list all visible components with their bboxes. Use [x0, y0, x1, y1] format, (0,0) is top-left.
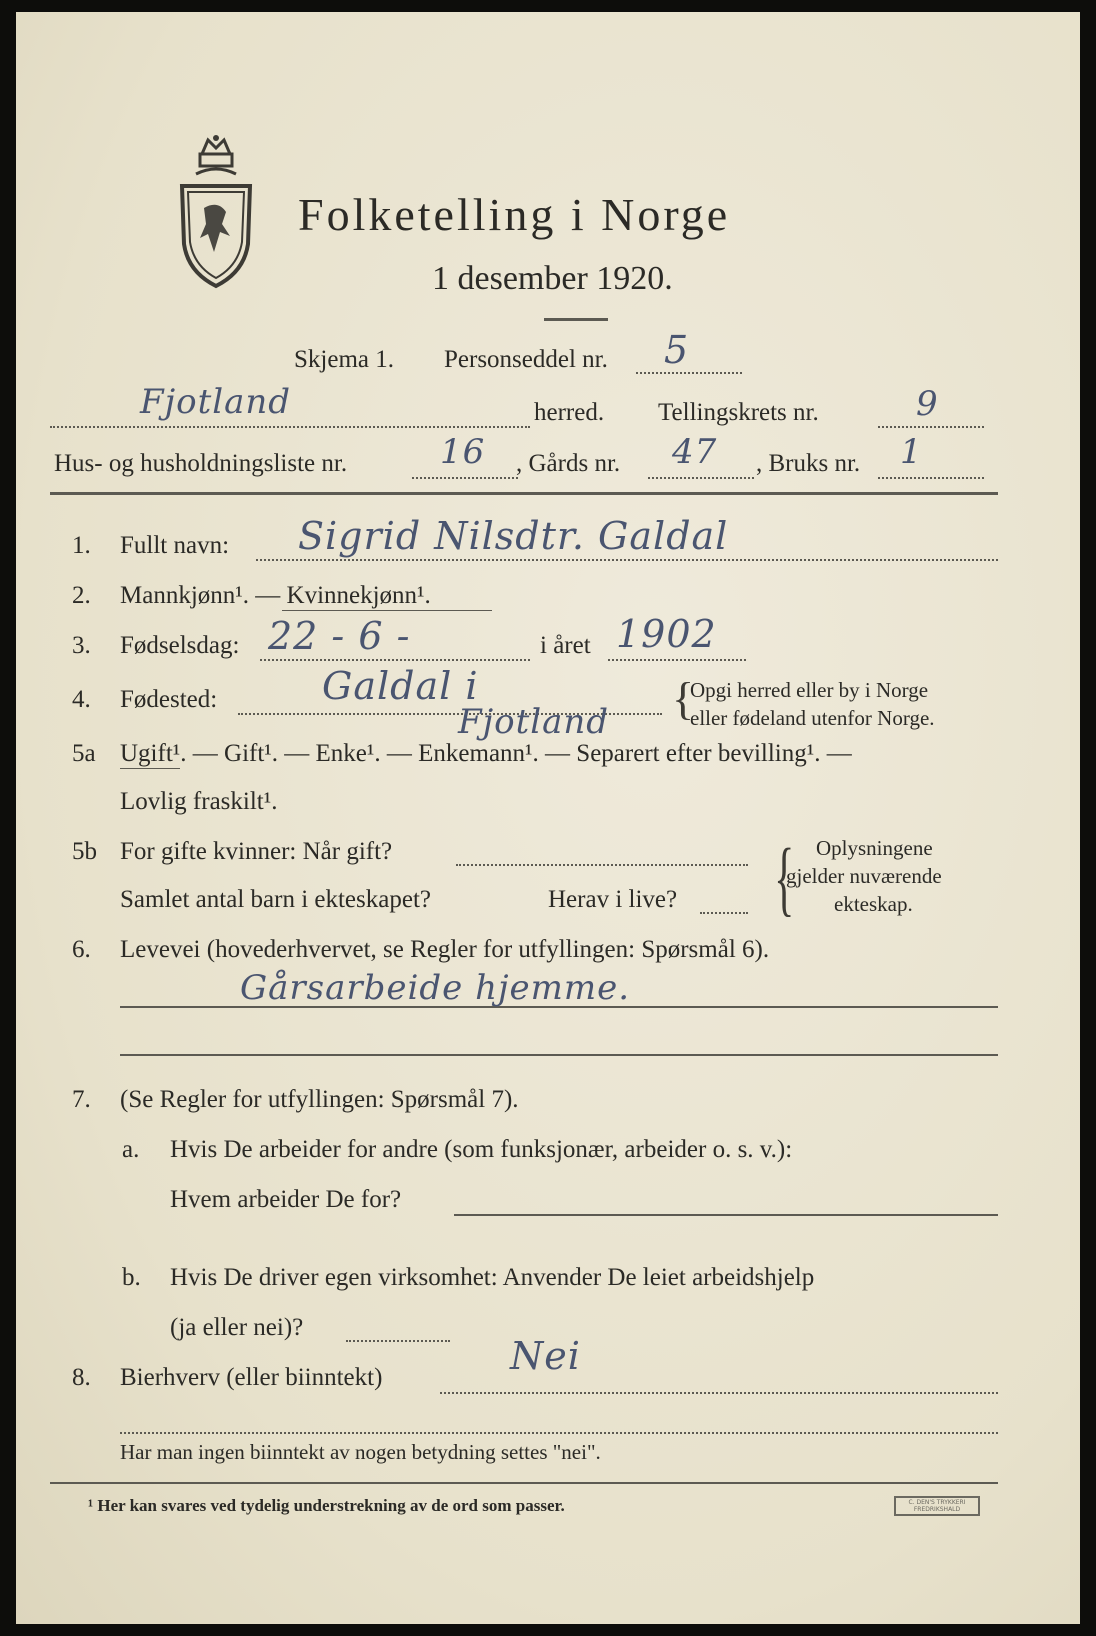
skjema-label: Skjema 1.: [294, 346, 394, 373]
personseddel-label: Personseddel nr.: [444, 346, 608, 373]
q8-note: Har man ingen biinntekt av nogen betydning settes "nei".: [120, 1440, 601, 1464]
q3-year-label: i året: [540, 632, 591, 659]
q8-line-1: [440, 1392, 998, 1394]
q1-line: [256, 559, 998, 561]
q3-line: [260, 659, 530, 661]
q5b-brace: {: [774, 832, 795, 925]
q8-value: Nei: [510, 1334, 581, 1378]
q6-label: Levevei (hovederhvervet, se Regler for utfyllingen: Spørsmål 6).: [120, 936, 770, 963]
q3-number: 3.: [72, 632, 91, 659]
q8-line-2: [120, 1432, 998, 1434]
q1-value: Sigrid Nilsdtr. Galdal: [298, 514, 729, 558]
q1-number: 1.: [72, 532, 91, 559]
coat-of-arms-icon: [174, 134, 258, 290]
tellingskrets-value: 9: [916, 384, 939, 424]
personseddel-value: 5: [664, 328, 690, 372]
form-title: Folketelling i Norge: [298, 189, 731, 240]
q5b-note-2: gjelder nuværende: [786, 864, 942, 888]
q8-label: Bierhverv (eller biinntekt): [120, 1364, 383, 1391]
q6-number: 6.: [72, 936, 91, 963]
footnote-rule: [50, 1482, 998, 1484]
tellingskrets-label: Tellingskrets nr.: [658, 399, 819, 426]
q5b-line-2: [700, 912, 748, 914]
bruks-value: 1: [900, 432, 923, 472]
q2-number: 2.: [72, 582, 91, 609]
q4-note-2: eller fødeland utenfor Norge.: [690, 706, 935, 730]
q5a-label: Ugift¹. — Gift¹. — Enke¹. — Enkemann¹. — Separert efter bevilling¹. —: [120, 740, 852, 767]
title-divider: [544, 318, 608, 321]
q6-value: Gårsarbeide hjemme.: [240, 968, 631, 1008]
gards-line: [648, 477, 754, 479]
q2-underline: [282, 610, 492, 611]
q3-label: Fødselsdag:: [120, 632, 240, 659]
form-date: 1 desember 1920.: [432, 260, 673, 297]
q7-label: (Se Regler for utfyllingen: Spørsmål 7).: [120, 1086, 519, 1113]
q3-year-value: 1902: [616, 612, 717, 656]
q4-note-1: Opgi herred eller by i Norge: [690, 678, 929, 702]
q4-number: 4.: [72, 686, 91, 713]
q8-number: 8.: [72, 1364, 91, 1391]
printer-stamp: C. DEN'S TRYKKERI FREDRIKSHALD: [894, 1496, 980, 1516]
q6-line-2: [120, 1054, 998, 1056]
q7a-label-2: Hvem arbeider De for?: [170, 1186, 402, 1213]
bruks-line: [878, 477, 984, 479]
q3-value: 22 - 6 -: [268, 614, 411, 658]
q7b-label: Hvis De driver egen virksomhet: Anvender De leiet arbeidshjelp: [170, 1264, 815, 1291]
gards-label: , Gårds nr.: [516, 450, 621, 477]
q5a-label-2: Lovlig fraskilt¹.: [120, 788, 278, 815]
personseddel-line: [636, 372, 742, 374]
tellingskrets-line: [878, 426, 984, 428]
q5b-label-3: Herav i live?: [548, 886, 678, 913]
q7-number: 7.: [72, 1086, 91, 1113]
q7a-letter: a.: [122, 1136, 140, 1163]
q4-value-1: Galdal i: [322, 664, 479, 708]
q7a-label: Hvis De arbeider for andre (som funksjonær, arbeider o. s. v.):: [170, 1136, 793, 1163]
q5a-underline: [120, 768, 180, 769]
census-form-page: [16, 12, 1080, 1624]
hus-label: Hus- og husholdningsliste nr.: [54, 450, 348, 477]
footnote: ¹ Her kan svares ved tydelig understrekning av de ord som passer.: [88, 1496, 565, 1515]
q1-label: Fullt navn:: [120, 532, 230, 559]
q3-year-line: [608, 659, 746, 661]
q4-value-2: Fjotland: [458, 702, 610, 742]
q5b-note-3: ekteskap.: [834, 892, 913, 916]
q5b-line-1: [456, 864, 748, 866]
q5b-number: 5b: [72, 838, 97, 865]
q4-label: Fødested:: [120, 686, 218, 713]
herred-label: herred.: [534, 399, 605, 426]
herred-line: [50, 426, 530, 428]
herred-value: Fjotland: [140, 382, 292, 422]
gards-value: 47: [672, 432, 718, 472]
q7b-label-2: (ja eller nei)?: [170, 1314, 304, 1341]
q7b-letter: b.: [122, 1264, 141, 1291]
q7b-line: [346, 1340, 450, 1342]
header-rule: [50, 492, 998, 495]
bruks-label: , Bruks nr.: [756, 450, 861, 477]
q4-brace: {: [672, 673, 695, 724]
q2-label: Mannkjønn¹. — Kvinnekjønn¹.: [120, 582, 431, 609]
q5b-label: For gifte kvinner: Når gift?: [120, 838, 393, 865]
hus-value: 16: [440, 432, 486, 472]
q5b-label-2: Samlet antal barn i ekteskapet?: [120, 886, 431, 913]
hus-line: [412, 477, 518, 479]
q5b-note-1: Oplysningene: [816, 836, 933, 860]
q5a-number: 5a: [72, 740, 96, 767]
q7a-line: [454, 1214, 998, 1216]
